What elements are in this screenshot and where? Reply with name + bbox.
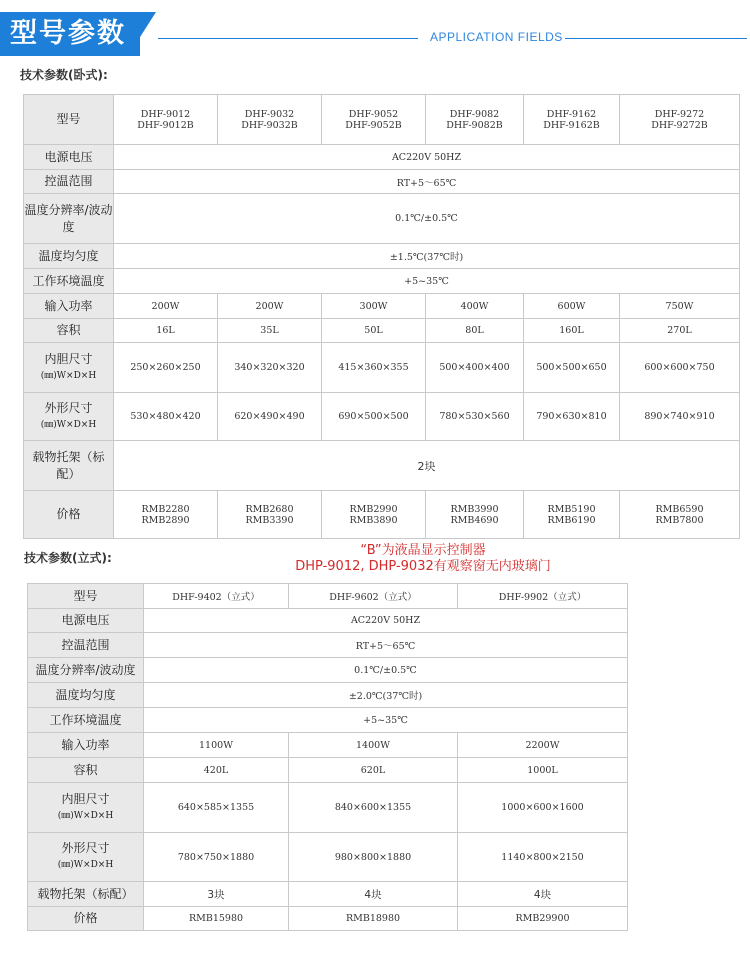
volume-cell: 620L [289,758,458,783]
vertical-spec-table [27,583,628,931]
table-row [24,343,740,393]
model-cell: DHF-9052 DHF-9052B [322,95,426,145]
row-label-resolution: 温度分辨率/波动度 [24,194,114,244]
vertical-section-title: 技术参数(立式): [24,551,112,565]
input-power-cell: 300W [322,294,426,319]
table-row [24,145,740,170]
table-row [28,584,628,609]
inner-size-cell: 640×585×1355 [144,783,289,833]
row-label-uniformity: 温度均匀度 [28,683,144,708]
table-row [28,683,628,708]
model-cell: DHF-9012 DHF-9012B [114,95,218,145]
table-row [28,882,628,907]
row-label-shelves: 载物托架（标配） [24,441,114,491]
temp-range-value: RT+5～65℃ [144,633,628,658]
row-label-ambient: 工作环境温度 [28,708,144,733]
outer-size-cell: 980×800×1880 [289,833,458,882]
table-row [24,441,740,491]
table-row [28,833,628,882]
table-row [24,194,740,244]
input-power-cell: 200W [218,294,322,319]
outer-size-cell: 620×490×490 [218,393,322,441]
table-row [28,658,628,683]
note-line-2: DHP-9012, DHP-9032有观察窗无内玻璃门 [295,559,551,574]
ambient-value: +5~35℃ [144,708,628,733]
row-label-inner-size: 内胆尺寸 (㎜)W×D×H [24,343,114,393]
row-label-resolution: 温度分辨率/波动度 [28,658,144,683]
row-label-outer-size: 外形尺寸 (㎜)W×D×H [24,393,114,441]
outer-size-cell: 790×630×810 [524,393,620,441]
outer-size-cell: 890×740×910 [620,393,740,441]
row-label-power-supply: 电源电压 [24,145,114,170]
table-row [24,170,740,194]
input-power-cell: 200W [114,294,218,319]
uniformity-value: ±2.0℃(37℃时) [144,683,628,708]
price-cell: RMB5190 RMB6190 [524,491,620,539]
row-label-ambient: 工作环境温度 [24,269,114,294]
row-label-price: 价格 [24,491,114,539]
page-subtitle: APPLICATION FIELDS [430,30,563,44]
row-label-shelves: 载物托架（标配） [28,882,144,907]
table-row [28,783,628,833]
outer-size-cell: 530×480×420 [114,393,218,441]
shelves-cell: 4块 [289,882,458,907]
inner-size-cell: 840×600×1355 [289,783,458,833]
title-tab-corner [128,12,156,56]
model-cell: DHF-9402（立式） [144,584,289,609]
uniformity-value: ±1.5℃(37℃时) [114,244,740,269]
resolution-value: 0.1℃/±0.5℃ [144,658,628,683]
model-cell: DHF-9602（立式） [289,584,458,609]
table-row [28,633,628,658]
volume-cell: 420L [144,758,289,783]
input-power-cell: 400W [426,294,524,319]
row-label-temp-range: 控温范围 [28,633,144,658]
price-cell: RMB2680 RMB3390 [218,491,322,539]
inner-size-cell: 1000×600×1600 [458,783,628,833]
volume-cell: 160L [524,319,620,343]
model-cell: DHF-9162 DHF-9162B [524,95,620,145]
table-row [24,244,740,269]
model-cell: DHF-9902（立式） [458,584,628,609]
inner-size-cell: 250×260×250 [114,343,218,393]
input-power-cell: 1100W [144,733,289,758]
row-label-volume: 容积 [24,319,114,343]
outer-size-cell: 780×530×560 [426,393,524,441]
model-cell: DHF-9272 DHF-9272B [620,95,740,145]
outer-size-cell: 1140×800×2150 [458,833,628,882]
price-cell: RMB18980 [289,907,458,931]
table-row [24,319,740,343]
power-supply-value: AC220V 50HZ [144,609,628,633]
table-row [24,491,740,539]
shelves-cell: 3块 [144,882,289,907]
table-row [28,758,628,783]
header-divider-left [158,38,418,39]
row-label-temp-range: 控温范围 [24,170,114,194]
table-row [28,907,628,931]
inner-size-cell: 500×400×400 [426,343,524,393]
inner-size-cell: 340×320×320 [218,343,322,393]
horizontal-section-title: 技术参数(卧式): [20,68,108,82]
price-cell: RMB29900 [458,907,628,931]
inner-size-cell: 415×360×355 [322,343,426,393]
volume-cell: 50L [322,319,426,343]
row-label-price: 价格 [28,907,144,931]
table-row [24,269,740,294]
price-cell: RMB6590 RMB7800 [620,491,740,539]
table-row [28,609,628,633]
resolution-value: 0.1℃/±0.5℃ [114,194,740,244]
row-label-model: 型号 [24,95,114,145]
row-label-uniformity: 温度均匀度 [24,244,114,269]
outer-size-cell: 690×500×500 [322,393,426,441]
shelves-cell: 4块 [458,882,628,907]
shelves-value: 2块 [114,441,740,491]
row-label-outer-size: 外形尺寸 (㎜)W×D×H [28,833,144,882]
outer-size-cell: 780×750×1880 [144,833,289,882]
row-label-inner-size: 内胆尺寸 (㎜)W×D×H [28,783,144,833]
header-banner [0,0,750,64]
table-row [24,393,740,441]
temp-range-value: RT+5～65℃ [114,170,740,194]
row-label-model: 型号 [28,584,144,609]
table-row [28,708,628,733]
row-label-input-power: 输入功率 [24,294,114,319]
header-divider-right [565,38,747,39]
price-cell: RMB2280 RMB2890 [114,491,218,539]
model-cell: DHF-9032 DHF-9032B [218,95,322,145]
volume-cell: 1000L [458,758,628,783]
table-row [28,733,628,758]
horizontal-spec-table [23,94,740,539]
page-title: 型号参数 [0,12,140,56]
row-label-power-supply: 电源电压 [28,609,144,633]
price-cell: RMB3990 RMB4690 [426,491,524,539]
model-cell: DHF-9082 DHF-9082B [426,95,524,145]
input-power-cell: 600W [524,294,620,319]
input-power-cell: 2200W [458,733,628,758]
volume-cell: 16L [114,319,218,343]
volume-cell: 35L [218,319,322,343]
volume-cell: 270L [620,319,740,343]
table-row [24,95,740,145]
inner-size-cell: 500×500×650 [524,343,620,393]
volume-cell: 80L [426,319,524,343]
row-label-volume: 容积 [28,758,144,783]
note-text [258,543,588,575]
ambient-value: +5~35℃ [114,269,740,294]
price-cell: RMB15980 [144,907,289,931]
price-cell: RMB2990 RMB3890 [322,491,426,539]
power-supply-value: AC220V 50HZ [114,145,740,170]
input-power-cell: 1400W [289,733,458,758]
note-line-1: “B”为液晶显示控制器 [360,543,486,558]
input-power-cell: 750W [620,294,740,319]
inner-size-cell: 600×600×750 [620,343,740,393]
table-row [24,294,740,319]
row-label-input-power: 输入功率 [28,733,144,758]
